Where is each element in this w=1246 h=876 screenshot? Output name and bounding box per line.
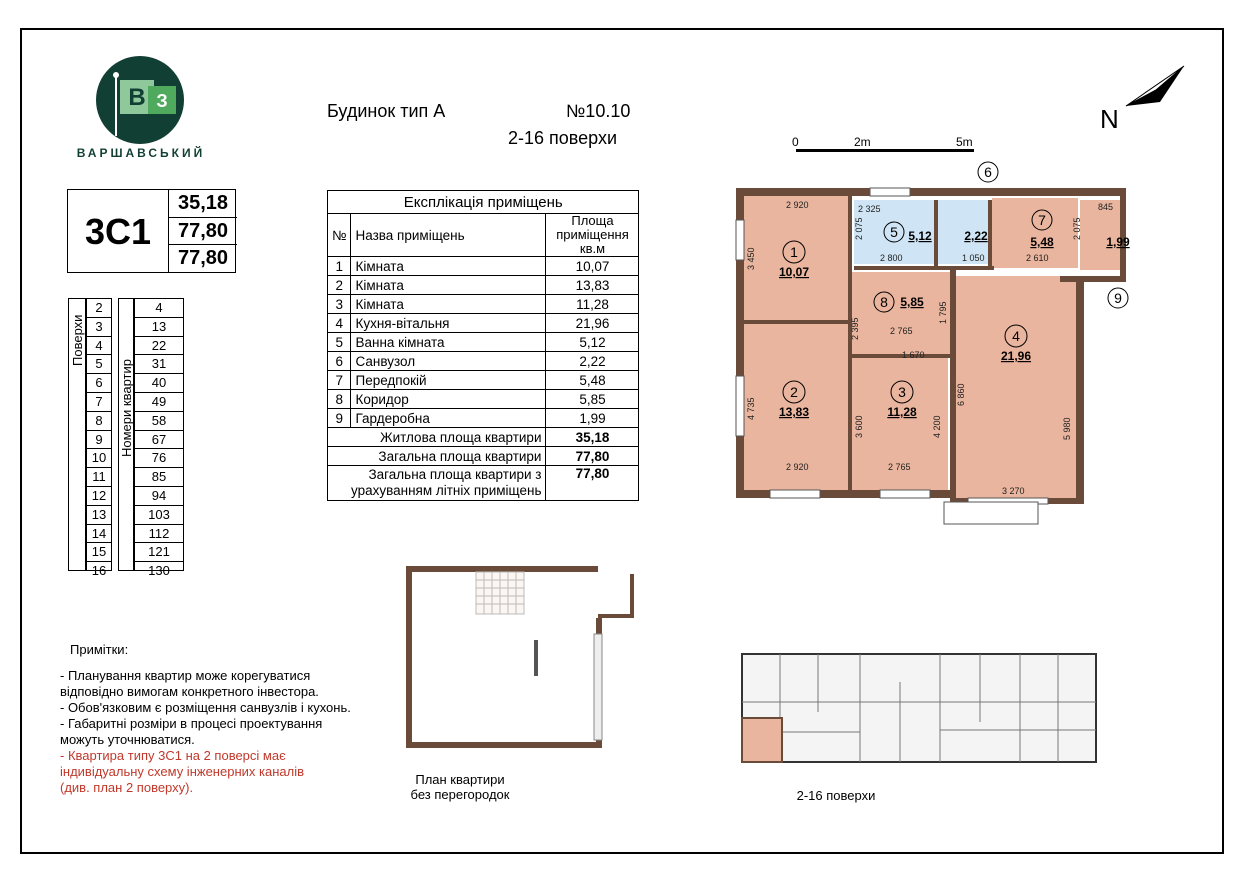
floor-number: 10 — [87, 449, 111, 468]
floors-column — [86, 298, 112, 579]
dimension-label: 1 670 — [902, 350, 925, 360]
explication-title: Експлікація приміщень — [328, 191, 639, 214]
apartment-number: 40 — [135, 374, 183, 393]
apartment-code: 3С1 — [84, 211, 152, 252]
note-red: - Квартира типу 3С1 на 2 поверсі має індивідуальну схему інженерних каналів (див. план 2 поверху). — [60, 748, 304, 795]
floor-number: 3 — [87, 318, 111, 337]
floor-number: 14 — [87, 525, 111, 544]
dimension-label: 2 800 — [880, 253, 903, 263]
floor-number: 8 — [87, 412, 111, 431]
floor-number: 11 — [87, 468, 111, 487]
room-name: Кімната — [351, 295, 546, 314]
room-number-label: 4 — [1012, 328, 1020, 344]
apartment-number: 4 — [135, 299, 183, 318]
floors-range: 2-16 поверхи — [508, 128, 618, 148]
dimension-label: 2 075 — [854, 217, 864, 240]
room-area: 21,96 — [546, 314, 639, 333]
dimension-label: 2 325 — [858, 204, 881, 214]
svg-text:5m: 5m — [956, 135, 973, 149]
note-2: - Обов'язковим є розміщення санвузлів і кухонь. — [60, 700, 351, 715]
floor-number: 2 — [87, 299, 111, 318]
room-number-label: 7 — [1038, 212, 1046, 228]
total-area-total: 77,80 — [546, 447, 639, 466]
col-num-header: № — [328, 214, 351, 257]
room-4-fill — [956, 276, 1078, 500]
explication-row — [328, 390, 639, 409]
building-number: №10.10 — [566, 101, 631, 121]
dimension-label: 2 610 — [1026, 253, 1049, 263]
total-area-value: 77,80 — [169, 218, 237, 246]
living-area-label: Житлова площа квартири — [328, 428, 546, 447]
apartments-column — [134, 298, 184, 579]
apartment-number: 49 — [135, 393, 183, 412]
svg-text:N: N — [1100, 104, 1119, 134]
apartment-number: 76 — [135, 449, 183, 468]
building-type: Будинок тип А — [327, 101, 446, 121]
dimension-label: 2 075 — [1072, 217, 1082, 240]
col-area-header: Площа приміщення кв.м — [546, 214, 639, 257]
room-area: 5,48 — [546, 371, 639, 390]
living-area-value: 35,18 — [169, 190, 237, 218]
apartments-label: Номери квартир — [119, 359, 134, 457]
floor-number: 12 — [87, 487, 111, 506]
floor-number: 13 — [87, 506, 111, 525]
apartment-number: 112 — [135, 525, 183, 544]
brand-logo — [96, 56, 184, 144]
room-name: Ванна кімната — [351, 333, 546, 352]
room-area-label: 11,28 — [887, 405, 917, 419]
room-area: 13,83 — [546, 276, 639, 295]
room-number-label: 6 — [984, 164, 992, 180]
room-number-label: 1 — [790, 244, 798, 260]
dimension-label: 2 765 — [888, 462, 911, 472]
dimension-label: 4 200 — [932, 415, 942, 438]
room-name: Кімната — [351, 257, 546, 276]
room-area-label: 13,83 — [778, 405, 810, 419]
apartment-number: 22 — [135, 337, 183, 356]
svg-text:0: 0 — [792, 135, 799, 149]
dimension-label: 3 450 — [746, 247, 756, 270]
dimension-label: 2 765 — [890, 326, 913, 336]
room-area: 5,85 — [546, 390, 639, 409]
floor-overview-caption: 2-16 поверхи — [796, 788, 876, 803]
svg-text:В: В — [128, 84, 146, 111]
brand-name: ВАРШАВСЬКИЙ — [76, 146, 206, 160]
room-name: Санвузол — [351, 352, 546, 371]
room-area: 5,12 — [546, 333, 639, 352]
note-1: - Планування квартир може корегуватися відповідно вимогам конкретного інвестора. — [60, 668, 319, 699]
open-plan-drawing — [404, 564, 640, 754]
svg-text:З: З — [156, 91, 168, 111]
room-number: 3 — [328, 295, 351, 314]
room-area: 2,22 — [546, 352, 639, 371]
dimension-label: 4 735 — [746, 397, 756, 420]
room-area-label: 1,99 — [1106, 235, 1130, 249]
room-number-label: 9 — [1114, 290, 1122, 306]
room-area-label: 2,22 — [964, 229, 988, 243]
explication-row — [328, 257, 639, 276]
floor-number: 4 — [87, 337, 111, 356]
dimension-label: 2 395 — [850, 317, 860, 340]
apartment-number: 94 — [135, 487, 183, 506]
room-number-label: 3 — [898, 384, 906, 400]
explication-row — [328, 371, 639, 390]
explication-row — [328, 333, 639, 352]
column-marker — [534, 640, 538, 676]
explication-row — [328, 352, 639, 371]
room-area: 10,07 — [546, 257, 639, 276]
room-number: 2 — [328, 276, 351, 295]
col-name-header: Назва приміщень — [351, 214, 546, 257]
dimension-label: 1 795 — [938, 301, 948, 324]
room-name: Кімната — [351, 276, 546, 295]
floor-number: 9 — [87, 431, 111, 450]
floor-number: 5 — [87, 355, 111, 374]
notes-block — [60, 642, 351, 796]
apartment-number: 121 — [135, 543, 183, 562]
apartment-number: 130 — [148, 563, 170, 579]
svg-text:2m: 2m — [854, 135, 871, 149]
dimension-label: 5 980 — [1062, 417, 1072, 440]
room-name: Передпокій — [351, 371, 546, 390]
notes-title: Примітки: — [70, 642, 129, 657]
apartment-number: 103 — [135, 506, 183, 525]
room-area-label: 5,48 — [1030, 235, 1054, 249]
dimension-label: 845 — [1098, 202, 1114, 212]
explication-row — [328, 295, 639, 314]
room-number-label: 2 — [790, 384, 798, 400]
floor-number: 7 — [87, 393, 111, 412]
room-area-label: 10,07 — [778, 265, 810, 279]
room-area: 1,99 — [546, 409, 639, 428]
apartment-number: 31 — [135, 355, 183, 374]
floor-number: 15 — [87, 543, 111, 562]
room-number: 5 — [328, 333, 351, 352]
room-number: 4 — [328, 314, 351, 333]
room-name: Коридор — [351, 390, 546, 409]
room-area-label: 5,85 — [900, 295, 924, 309]
room-number: 6 — [328, 352, 351, 371]
apartment-plan — [730, 160, 1150, 540]
apartment-number: 85 — [135, 468, 183, 487]
room-name: Кухня-вітальня — [351, 314, 546, 333]
summer-area-value: 77,80 — [177, 247, 229, 270]
dimension-label: 3 600 — [854, 415, 864, 438]
room-area-label: 5,12 — [908, 229, 932, 243]
room-number-label: 8 — [880, 294, 888, 310]
dimension-label: 6 860 — [956, 383, 966, 406]
explication-table — [327, 190, 639, 501]
floor-overview-drawing — [740, 642, 1100, 768]
north-arrow-icon — [1096, 58, 1192, 138]
room-number: 9 — [328, 409, 351, 428]
room-number: 1 — [328, 257, 351, 276]
open-plan-caption: План квартири без перегородок — [410, 772, 510, 802]
apartment-number: 58 — [135, 412, 183, 431]
apartment-number: 67 — [135, 431, 183, 450]
room-area: 11,28 — [546, 295, 639, 314]
summer-area-total: 77,80 — [546, 466, 639, 501]
dimension-label: 3 270 — [1002, 486, 1025, 496]
highlighted-apartment — [742, 718, 782, 762]
dimension-label: 1 050 — [962, 253, 985, 263]
floor-number: 16 — [91, 563, 107, 579]
explication-row — [328, 314, 639, 333]
explication-row — [328, 276, 639, 295]
room-number-label: 5 — [890, 224, 898, 240]
living-area-total: 35,18 — [546, 428, 639, 447]
apartment-number: 13 — [135, 318, 183, 337]
room-area-label: 21,96 — [1000, 349, 1032, 363]
floors-label: Поверхи — [70, 314, 85, 366]
note-3: - Габаритні розміри в процесі проектування можуть уточнюватися. — [60, 716, 323, 747]
scale-bar — [784, 132, 984, 158]
explication-row — [328, 409, 639, 428]
room-number: 7 — [328, 371, 351, 390]
floor-number: 6 — [87, 374, 111, 393]
room-number: 8 — [328, 390, 351, 409]
summer-area-label: Загальна площа квартири з урахуванням літніх приміщень — [328, 466, 546, 501]
total-area-label: Загальна площа квартири — [328, 447, 546, 466]
room-name: Гардеробна — [351, 409, 546, 428]
apartment-code-box — [67, 189, 236, 273]
dimension-label: 2 920 — [786, 200, 809, 210]
dimension-label: 2 920 — [786, 462, 809, 472]
